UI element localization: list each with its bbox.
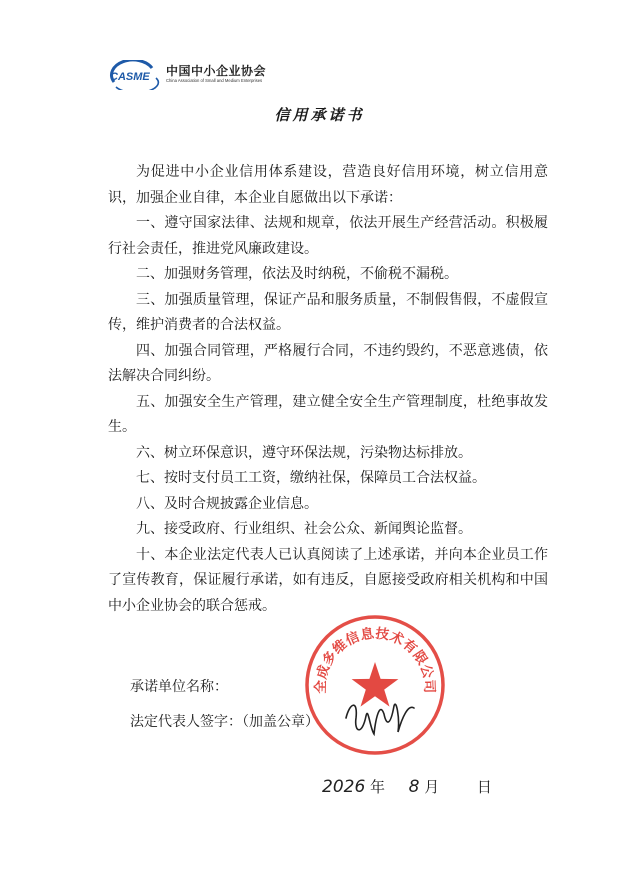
paragraph-item-10: 十、本企业法定代表人已认真阅读了上述承诺，并向本企业员工作了宣传教育，保证履行承诺，如有违反，自愿接受政府相关机构和中国中小企业协会的联合惩戒。 — [108, 546, 548, 614]
date-year-unit: 年 — [370, 778, 386, 796]
paragraph-item-6: 六、树立环保意识，遵守环保法规，污染物达标排放。 — [136, 444, 472, 461]
paragraph-item-9: 九、接受政府、行业组织、社会公众、新闻舆论监督。 — [136, 521, 472, 537]
document-title: 信用承诺书 — [274, 106, 365, 124]
commitment-unit-label: 承诺单位名称： — [130, 679, 228, 695]
seal-text: 全成多维信息技术有限公司 — [312, 625, 438, 694]
date-month-unit: 月 — [424, 778, 440, 796]
date-year: 2026 — [322, 777, 366, 797]
paragraph-item-5: 五、加强安全生产管理，建立健全安全生产管理制度，杜绝事故发生。 — [108, 393, 548, 435]
handwritten-signature — [340, 688, 420, 744]
org-name-cn: 中国中小企业协会 — [166, 64, 267, 78]
paragraph-item-3: 三、加强质量管理，保证产品和服务质量，不制假售假，不虚假宣传，维护消费者的合法权益。 — [108, 291, 548, 333]
legal-rep-sign-label: 法定代表人签字：（加盖公章） — [130, 714, 319, 730]
paragraph-item-8: 八、及时合规披露企业信息。 — [136, 495, 318, 512]
paragraph-item-7: 七、按时支付员工工资，缴纳社保，保障员工合法权益。 — [136, 470, 486, 486]
org-name-en: China Association of Small and Medium Enterprises — [166, 78, 263, 83]
logo-mark-text: CASME — [110, 71, 150, 83]
casme-logo-icon — [108, 60, 160, 90]
paragraph-item-4: 四、加强合同管理，严格履行合同，不违约毁约，不恶意逃债，依法解决合同纠纷。 — [108, 342, 548, 384]
paragraph-item-2: 二、加强财务管理，依法及时纳税，不偷税不漏税。 — [136, 266, 458, 282]
commitment-body — [108, 160, 548, 619]
date-month: 8 — [408, 777, 420, 797]
paragraph-intro: 为促进中小企业信用体系建设，营造良好信用环境，树立信用意识，加强企业自律，本企业自愿做出以下承诺： — [108, 164, 548, 206]
date-day-unit: 日 — [476, 778, 492, 796]
org-logo — [108, 58, 278, 92]
commitment-date — [322, 776, 492, 797]
paragraph-item-1: 一、遵守国家法律、法规和规章，依法开展生产经营活动。积极履行社会责任，推进党风廉政建设。 — [108, 215, 548, 257]
